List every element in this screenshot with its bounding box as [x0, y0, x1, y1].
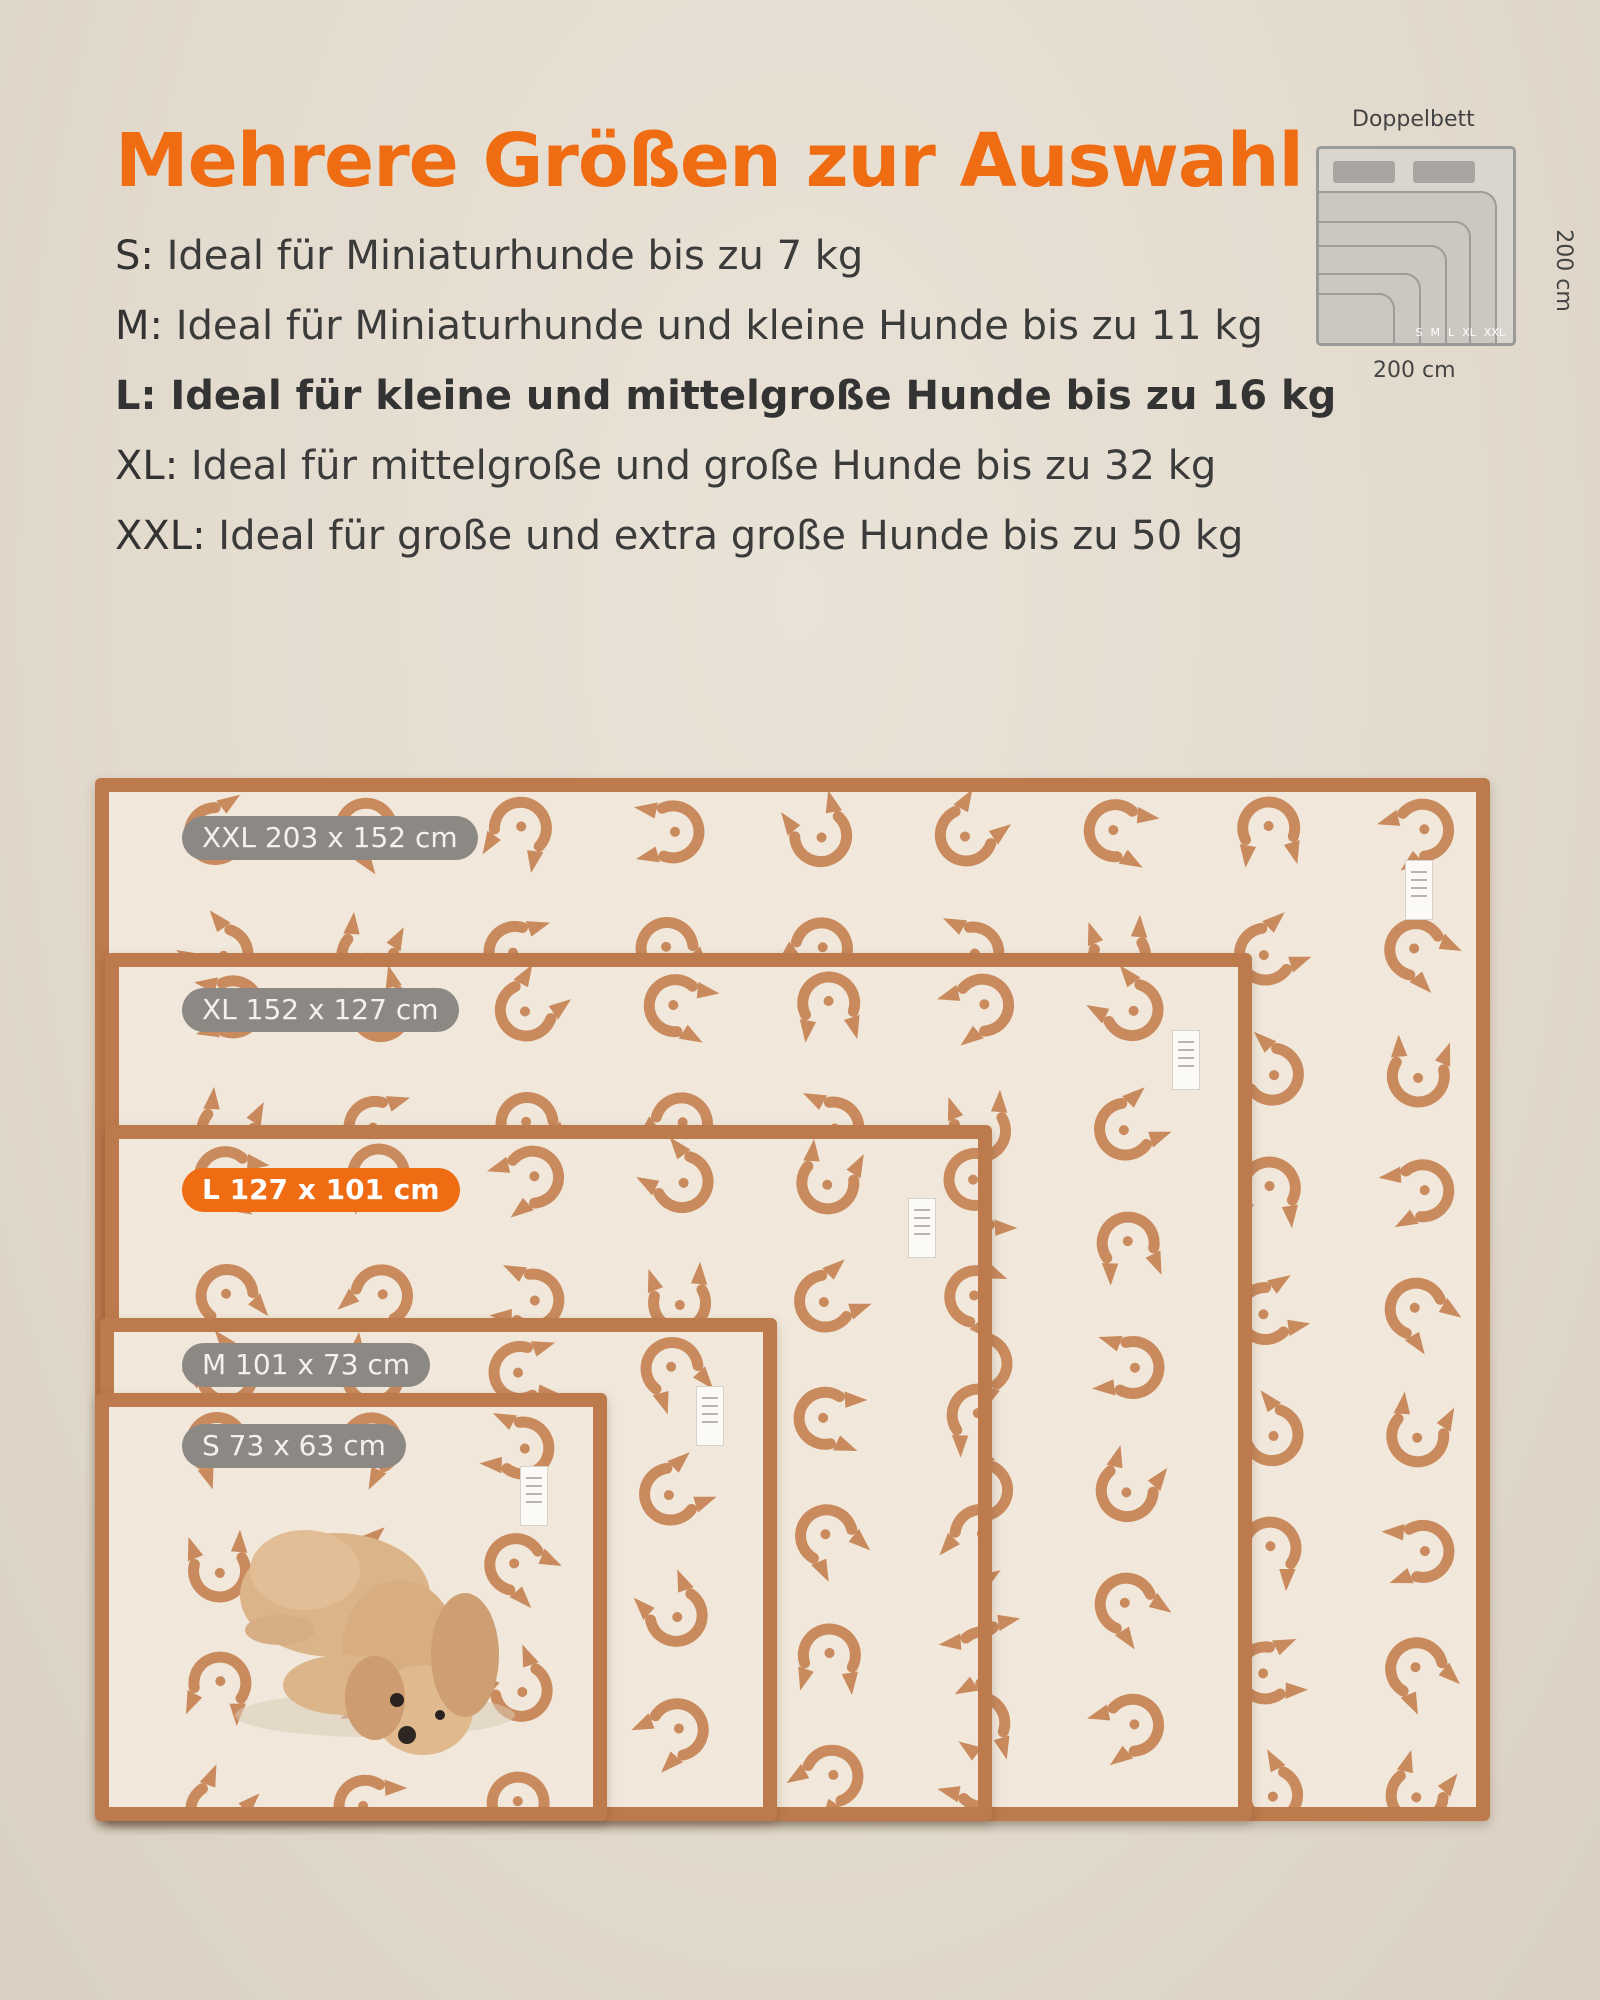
cat-face-pattern-icon: [487, 967, 574, 1049]
care-label-tag: [696, 1386, 724, 1446]
cat-face-pattern-icon: [792, 1139, 868, 1216]
size-line-l: [115, 370, 1336, 440]
size-line-m: [115, 300, 1336, 370]
cat-face-pattern-icon: [1085, 1687, 1169, 1769]
size-description: Ideal für Miniaturhunde bis zu 7 kg: [153, 233, 864, 279]
bed-size-label: XL: [1462, 326, 1476, 339]
pillow-right: [1413, 161, 1475, 183]
cat-face-pattern-icon: [936, 1498, 978, 1583]
cat-face-pattern-icon: [479, 793, 558, 874]
cat-face-pattern-icon: [1087, 1565, 1175, 1653]
bed-size-label: L: [1447, 326, 1455, 339]
cat-face-pattern-icon: [1377, 1154, 1456, 1231]
size-line-xxl: [115, 510, 1336, 580]
bed-width-label: 200 cm: [1373, 358, 1456, 383]
size-code: M:: [115, 303, 163, 349]
cat-face-pattern-icon: [177, 1762, 263, 1807]
cat-face-pattern-icon: [794, 1384, 868, 1455]
care-label-tag: [908, 1198, 936, 1258]
cat-face-pattern-icon: [633, 1449, 719, 1533]
size-description: Ideal für mittelgroße und große Hunde bis zu 32 kg: [178, 443, 1217, 489]
size-code: XL:: [115, 443, 179, 489]
cat-face-pattern-icon: [1088, 1084, 1174, 1168]
cat-face-pattern-icon: [796, 1626, 861, 1695]
size-line-s: [115, 230, 1336, 300]
cat-face-pattern-icon: [935, 967, 1019, 1049]
bed-size-label: M: [1430, 326, 1440, 339]
pillow-left: [1333, 161, 1395, 183]
cat-face-pattern-icon: [630, 1567, 715, 1653]
cat-face-pattern-icon: [1379, 1748, 1462, 1807]
cat-face-pattern-icon: [777, 792, 858, 872]
cat-face-pattern-icon: [334, 1772, 408, 1807]
cat-face-pattern-icon: [1081, 794, 1161, 872]
cat-face-pattern-icon: [927, 792, 1014, 874]
dog-photo: [225, 1500, 545, 1760]
cat-face-pattern-icon: [1377, 1270, 1465, 1358]
bed-size-label: XXL: [1483, 326, 1505, 339]
cat-face-pattern-icon: [937, 1257, 978, 1343]
size-pill-l: L 127 x 101 cm: [182, 1168, 460, 1212]
size-description: Ideal für kleine und mittelgroße Hunde bis zu 16 kg: [156, 373, 1337, 419]
size-description: Ideal für große und extra große Hunde bis zu 50 kg: [205, 513, 1244, 559]
cat-face-pattern-icon: [784, 1737, 872, 1807]
cat-face-pattern-icon: [1381, 1518, 1454, 1587]
size-pill-xl: XL 152 x 127 cm: [182, 988, 459, 1032]
size-pill-m: M 101 x 73 cm: [182, 1343, 430, 1387]
cat-face-pattern-icon: [634, 801, 700, 863]
cat-face-pattern-icon: [797, 975, 861, 1043]
size-pill-xxl: XXL 203 x 152 cm: [182, 816, 478, 860]
cat-face-pattern-icon: [1089, 1443, 1171, 1527]
bed-blanket-s: [1319, 293, 1395, 343]
cat-face-pattern-icon: [1092, 1333, 1163, 1400]
cat-face-pattern-icon: [483, 1771, 555, 1807]
cat-face-pattern-icon: [946, 1146, 978, 1212]
bed-size-labels: [1416, 326, 1506, 339]
cat-face-pattern-icon: [937, 1621, 978, 1698]
cat-face-pattern-icon: [1377, 1630, 1463, 1717]
bed-size-label: S: [1415, 326, 1423, 339]
cat-face-pattern-icon: [788, 1256, 874, 1340]
bed-diagram-title: Doppelbett: [1352, 107, 1475, 132]
cat-face-pattern-icon: [936, 1738, 978, 1807]
size-code: S:: [115, 233, 154, 279]
page-title: Mehrere Größen zur Auswahl: [115, 118, 1303, 204]
bed-diagram: [1316, 146, 1516, 346]
cat-face-pattern-icon: [485, 1139, 569, 1221]
size-line-xl: [115, 440, 1336, 510]
cat-face-pattern-icon: [641, 969, 721, 1047]
cat-face-pattern-icon: [1093, 1211, 1165, 1286]
cat-face-pattern-icon: [1385, 1034, 1454, 1107]
size-description: Ideal für Miniaturhunde und kleine Hunde bis zu 11 kg: [163, 303, 1263, 349]
cat-face-pattern-icon: [1084, 967, 1172, 1049]
size-list: [115, 230, 1336, 580]
cat-face-pattern-icon: [1381, 1390, 1458, 1469]
cat-face-pattern-icon: [629, 1690, 716, 1776]
care-label-tag: [1405, 860, 1433, 920]
care-label-tag: [1172, 1030, 1200, 1090]
cat-face-pattern-icon: [634, 1139, 722, 1221]
size-code: L:: [115, 373, 157, 419]
cat-face-pattern-icon: [1237, 800, 1301, 868]
size-pill-s: S 73 x 63 cm: [182, 1424, 406, 1468]
cat-face-pattern-icon: [787, 1497, 873, 1584]
size-code: XXL:: [115, 513, 206, 559]
cat-face-pattern-icon: [1377, 910, 1464, 996]
bed-height-label: 200 cm: [1550, 229, 1576, 312]
cat-face-pattern-icon: [943, 1383, 978, 1458]
